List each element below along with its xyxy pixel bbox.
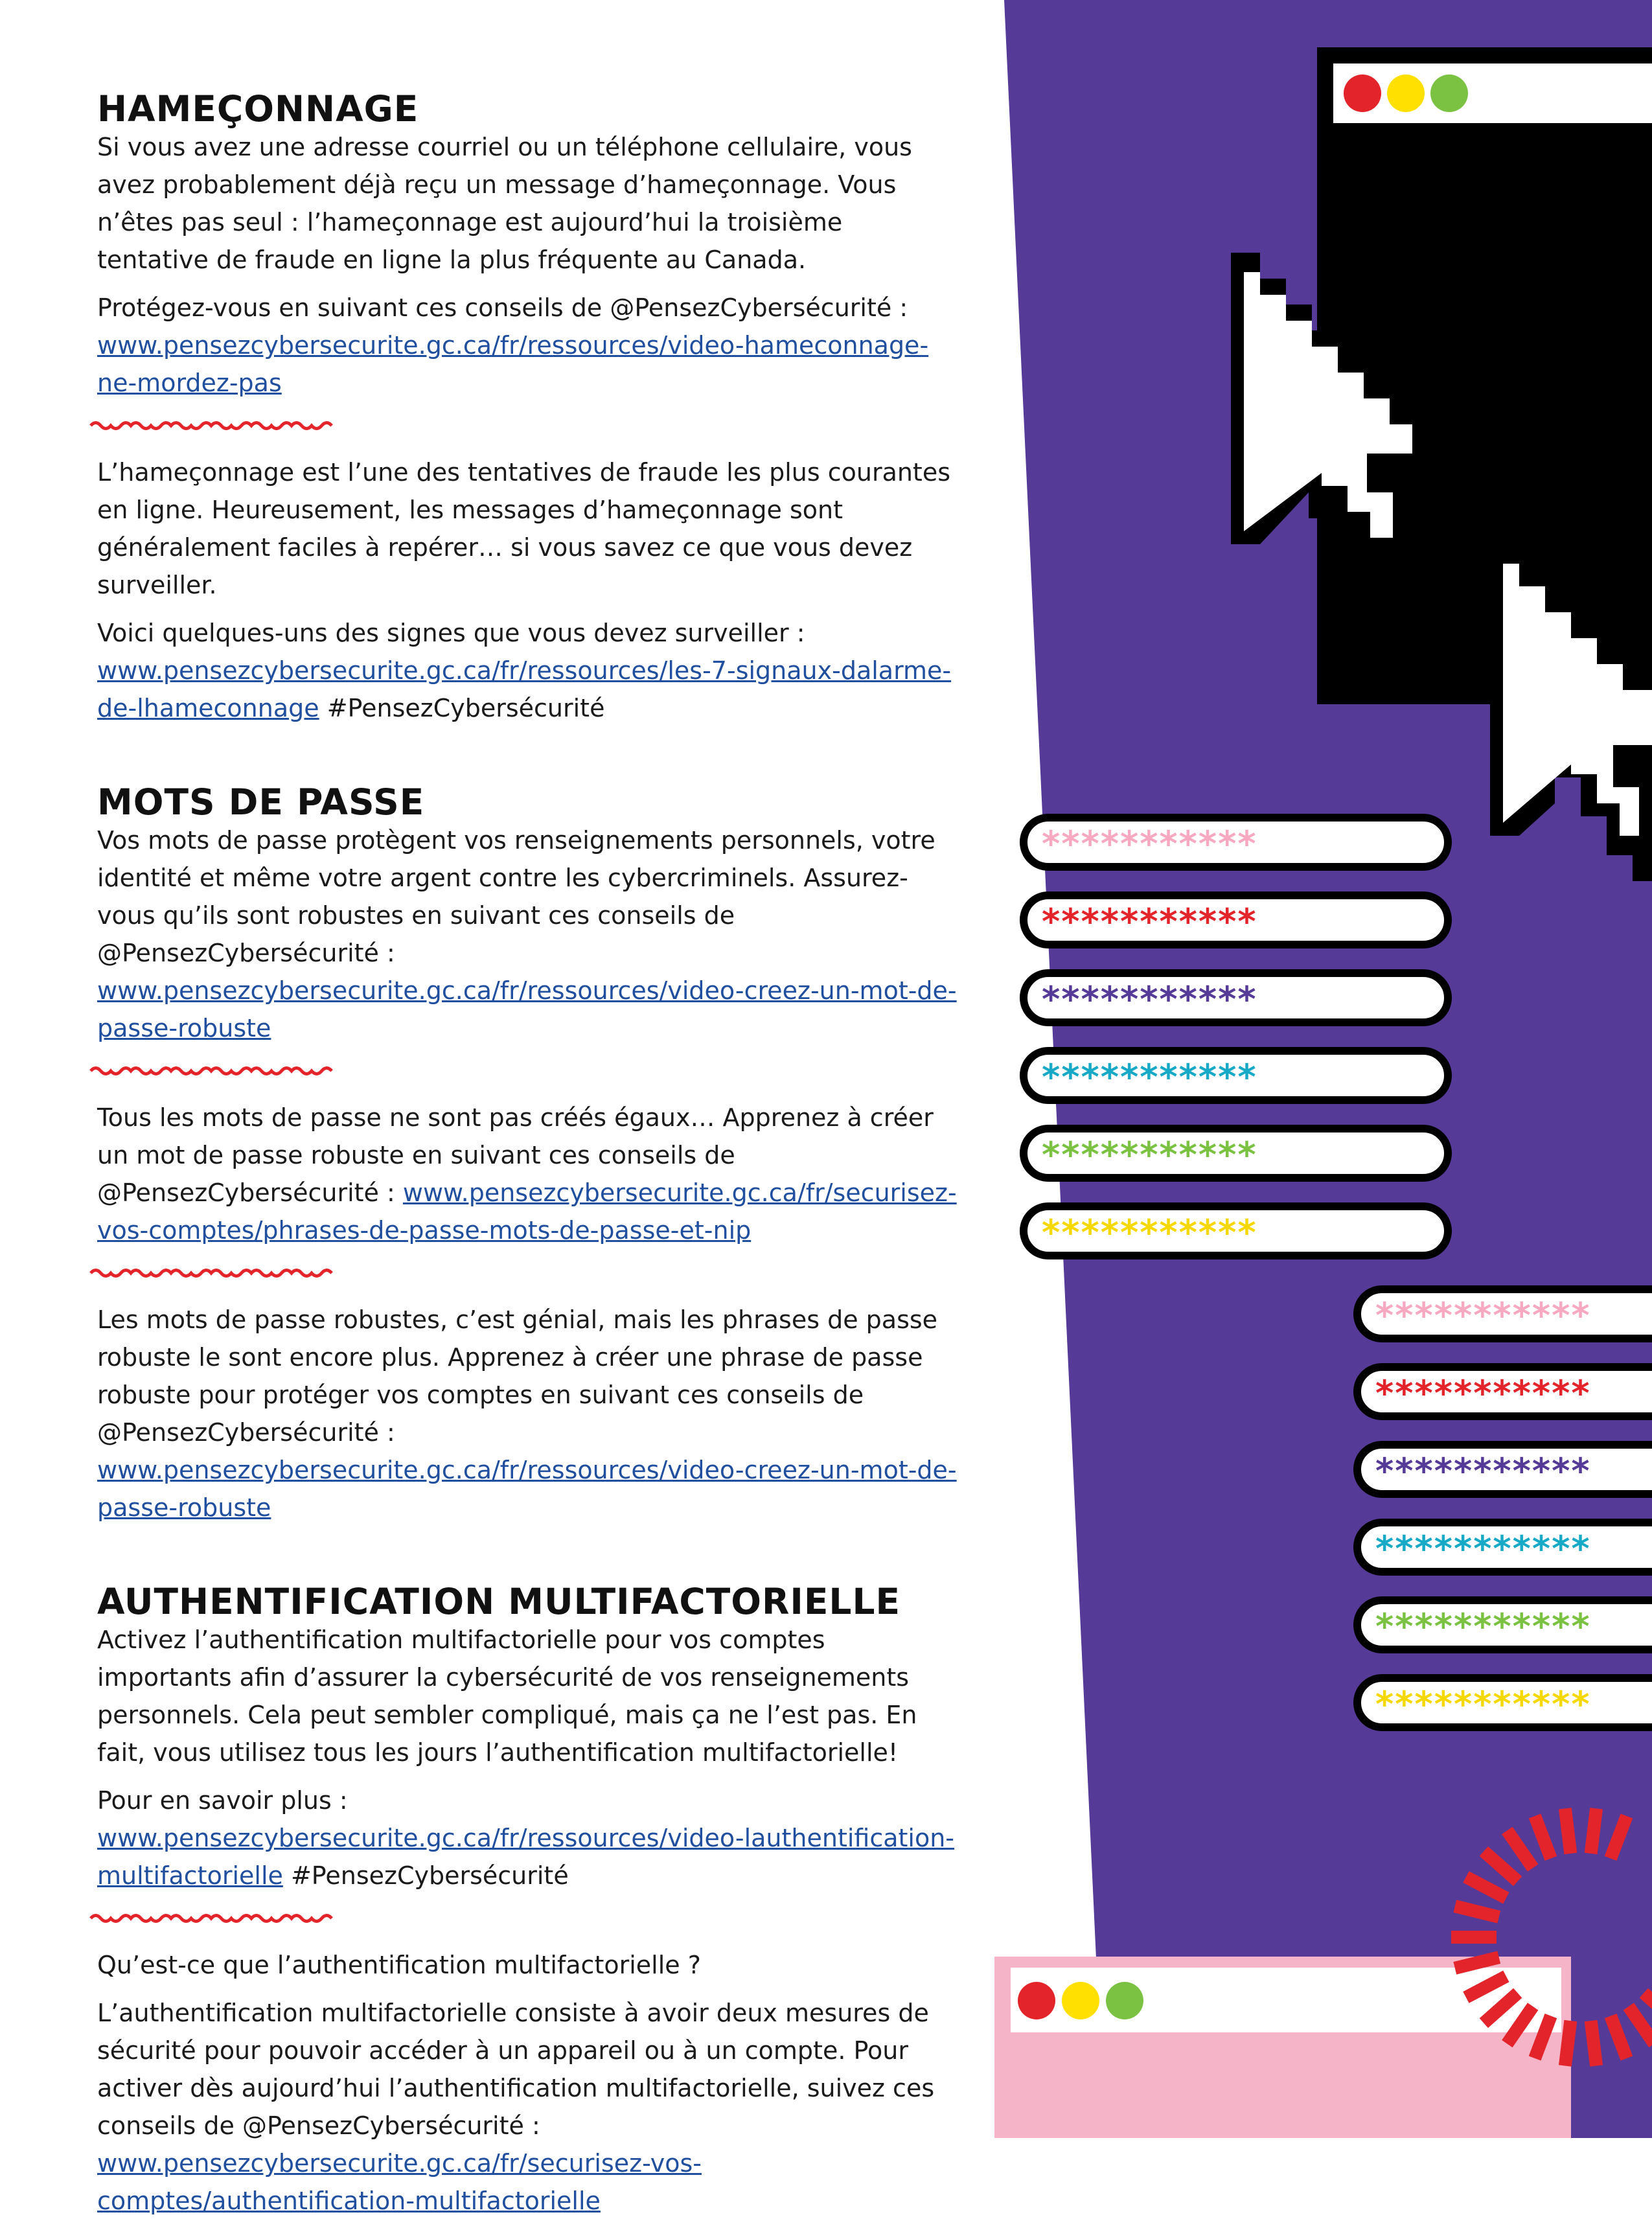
password-mask: *********** (1042, 979, 1257, 1020)
traffic-light-red-icon (1344, 75, 1381, 112)
paragraph-text: Activez l’authentification multifactorielle pour vos comptes importants afin d’assurer la cybersécurité de vos renseignements personnels. Cela peut sembler compliqué, mais ça ne l’est pas. En fait, vous utilisez tous les jours l’authentification multifactorielle! (97, 1626, 917, 1767)
traffic-light-yellow-icon (1062, 1982, 1099, 2019)
paragraph-text: Tous les mots de passe ne sont pas créés égaux… Apprenez à créer un mot de passe robuste en suivant ces conseils de @PensezCybersécurité : (97, 1103, 934, 1207)
wavy-divider (89, 1265, 336, 1282)
paragraph-text: Vos mots de passe protègent vos renseignements personnels, votre identité et même votre argent contre les cybercriminels. Assurez-vous qu’ils sont robustes en suivant ces conseils de @PensezCybersécurité : (97, 826, 935, 967)
post-paragraph (97, 289, 959, 402)
resource-link[interactable]: www.pensezcybersecurite.gc.ca/fr/securisez-vos-comptes/authentification-multifactorielle (97, 2149, 702, 2215)
post-paragraph (97, 1782, 959, 1894)
traffic-light-green-icon (1106, 1982, 1143, 2019)
traffic-light-yellow-icon (1387, 75, 1425, 112)
password-mask: *********** (1375, 1295, 1591, 1336)
paragraph-text: Les mots de passe robustes, c’est génial, mais les phrases de passe robuste le sont encore plus. Apprenez à créer une phrase de passe robuste pour protéger vos comptes en suivant ces conseils de @PensezCybersécurité : (97, 1305, 938, 1447)
password-mask: *********** (1375, 1606, 1591, 1647)
post-paragraph (97, 822, 959, 1047)
password-mask: *********** (1042, 901, 1257, 942)
post-paragraph (97, 614, 959, 727)
section-title: AUTHENTIFICATION MULTIFACTORIELLE (97, 1581, 901, 1622)
browser-window-frame (1322, 52, 1652, 700)
paragraph-text: Voici quelques-uns des signes que vous devez surveiller : (97, 619, 805, 647)
paragraph-text: Pour en savoir plus : (97, 1786, 348, 1815)
paragraph-text: Protégez-vous en suivant ces conseils de @PensezCybersécurité : (97, 293, 908, 322)
wavy-divider (89, 417, 336, 434)
post-paragraph (97, 1994, 959, 2220)
password-mask: *********** (1375, 1684, 1591, 1725)
section-title: MOTS DE PASSE (97, 781, 425, 823)
traffic-light-green-icon (1430, 75, 1468, 112)
resource-link[interactable]: www.pensezcybersecurite.gc.ca/fr/securisez-vos-comptes/phrases-de-passe-mots-de-passe-et-nip (97, 1178, 957, 1245)
paragraph-text: L’authentification multifactorielle consiste à avoir deux mesures de sécurité pour pouvoir accéder à un appareil ou à un compte. Pour activer dès aujourd’hui l’authentification multifactorielle, suivez ces conseils de @PensezCybersécurité : (97, 1999, 935, 2140)
paragraph-text: Si vous avez une adresse courriel ou un téléphone cellulaire, vous avez probablement déjà reçu un message d’hameçonnage. Vous n’êtes pas seul : l’hameçonnage est aujourd’hui la troisième tentative de fraude en ligne la plus fréquente au Canada. (97, 133, 912, 274)
section-title: HAMEÇONNAGE (97, 88, 419, 130)
hashtag: #PensezCybersécurité (319, 694, 605, 722)
spinner-segment (1565, 2021, 1570, 2065)
resource-link[interactable]: www.pensezcybersecurite.gc.ca/fr/ressources/video-lauthentification-multifactorielle (97, 1824, 955, 1890)
password-mask: *********** (1375, 1528, 1591, 1569)
post-paragraph (97, 1946, 959, 1984)
password-mask: *********** (1042, 823, 1257, 864)
spinner-segment (1591, 1808, 1596, 1853)
post-paragraph (97, 128, 959, 279)
resource-link[interactable]: www.pensezcybersecurite.gc.ca/fr/ressources/les-7-signaux-dalarme-de-lhameconnage (97, 656, 952, 722)
password-mask: *********** (1042, 1212, 1257, 1253)
post-paragraph (97, 1621, 959, 1771)
post-paragraph (97, 454, 959, 604)
traffic-light-red-icon (1018, 1982, 1055, 2019)
spinner-segment (1591, 2021, 1596, 2065)
password-mask: *********** (1375, 1451, 1591, 1491)
resource-link[interactable]: www.pensezcybersecurite.gc.ca/fr/ressources/video-creez-un-mot-de-passe-robuste (97, 1456, 957, 1522)
wavy-divider (89, 1063, 336, 1079)
text-column (97, 89, 959, 2230)
resource-link[interactable]: www.pensezcybersecurite.gc.ca/fr/ressources/video-creez-un-mot-de-passe-robuste (97, 976, 957, 1042)
spinner-segment (1565, 1808, 1570, 1853)
password-mask: *********** (1375, 1373, 1591, 1414)
hashtag: #PensezCybersécurité (282, 1861, 569, 1890)
password-mask: *********** (1042, 1057, 1257, 1098)
paragraph-text: L’hameçonnage est l’une des tentatives de fraude les plus courantes en ligne. Heureusement, les messages d’hameçonnage sont généralement faciles à repérer… si vous savez ce que vous devez surveiller. (97, 458, 951, 599)
paragraph-text: Qu’est-ce que l’authentification multifactorielle ? (97, 1951, 701, 1979)
post-paragraph (97, 1301, 959, 1526)
wavy-divider (89, 1910, 336, 1927)
password-mask: *********** (1042, 1134, 1257, 1175)
post-paragraph (97, 1099, 959, 1249)
browser-window-top (1322, 52, 1652, 700)
resource-link[interactable]: www.pensezcybersecurite.gc.ca/fr/ressources/video-hameconnage-ne-mordez-pas (97, 331, 929, 397)
